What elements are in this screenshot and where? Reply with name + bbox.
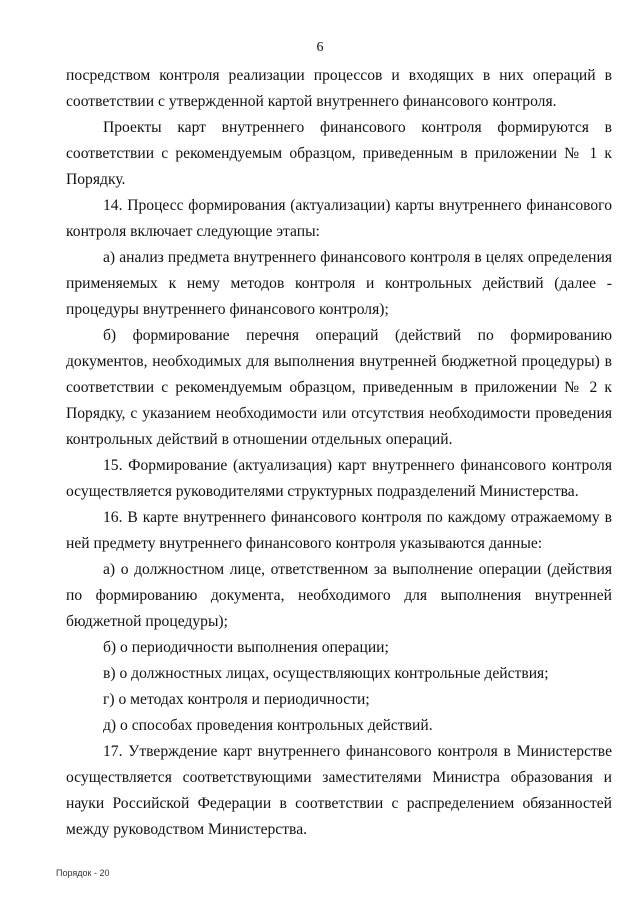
list-item: д) о способах проведения контрольных действий. — [103, 717, 433, 734]
paragraph: 16. В карте внутреннего финансового контроля по каждому отражаемому в ней предмету внутреннего финансового контроля указываются данные: — [66, 509, 612, 552]
list-item: а) анализ предмета внутреннего финансового контроля в целях определения применяемых к нему методов контроля и контрольных действий (далее - процедуры внутреннего финансового контроля); — [66, 249, 612, 318]
list-item: б) формирование перечня операций (действий по формированию документов, необходимых для выполнения внутренней бюджетной процедуры) в соответствии с рекомендуемым образцом, приведенным в приложении № 2 к Порядку, с указанием необходимости или отсутствия необходимости проведения контрольных действий в отношении отдельных операций. — [66, 327, 612, 448]
list-item: б) о периодичности выполнения операции; — [103, 639, 389, 656]
page-number: 6 — [316, 40, 324, 55]
list-item: г) о методах контроля и периодичности; — [103, 691, 370, 708]
paragraph: посредством контроля реализации процессов и входящих в них операций в соответствии с утвержденной картой внутреннего финансового контроля. — [66, 67, 612, 110]
paragraph: 17. Утверждение карт внутреннего финансового контроля в Министерстве осуществляется соответствующими заместителями Министра образования и науки Российской Федерации в соответствии с распределением обязанностей между руководством Министерства. — [66, 743, 612, 838]
paragraph: 14. Процесс формирования (актуализации) карты внутреннего финансового контроля включает следующие этапы: — [66, 197, 612, 240]
list-item: в) о должностных лицах, осуществляющих контрольные действия; — [103, 665, 549, 682]
paragraph: 15. Формирование (актуализация) карт внутреннего финансового контроля осуществляется руководителями структурных подразделений Министерства. — [66, 457, 612, 500]
footer-label: Порядок - 20 — [56, 868, 110, 878]
list-item: а) о должностном лице, ответственном за выполнение операции (действия по формированию документа, необходимого для выполнения внутренней бюджетной процедуры); — [66, 561, 612, 630]
paragraph: Проекты карт внутреннего финансового контроля формируются в соответствии с рекомендуемым образцом, приведенным в приложении № 1 к Порядку. — [66, 119, 612, 188]
document-body — [66, 63, 612, 843]
